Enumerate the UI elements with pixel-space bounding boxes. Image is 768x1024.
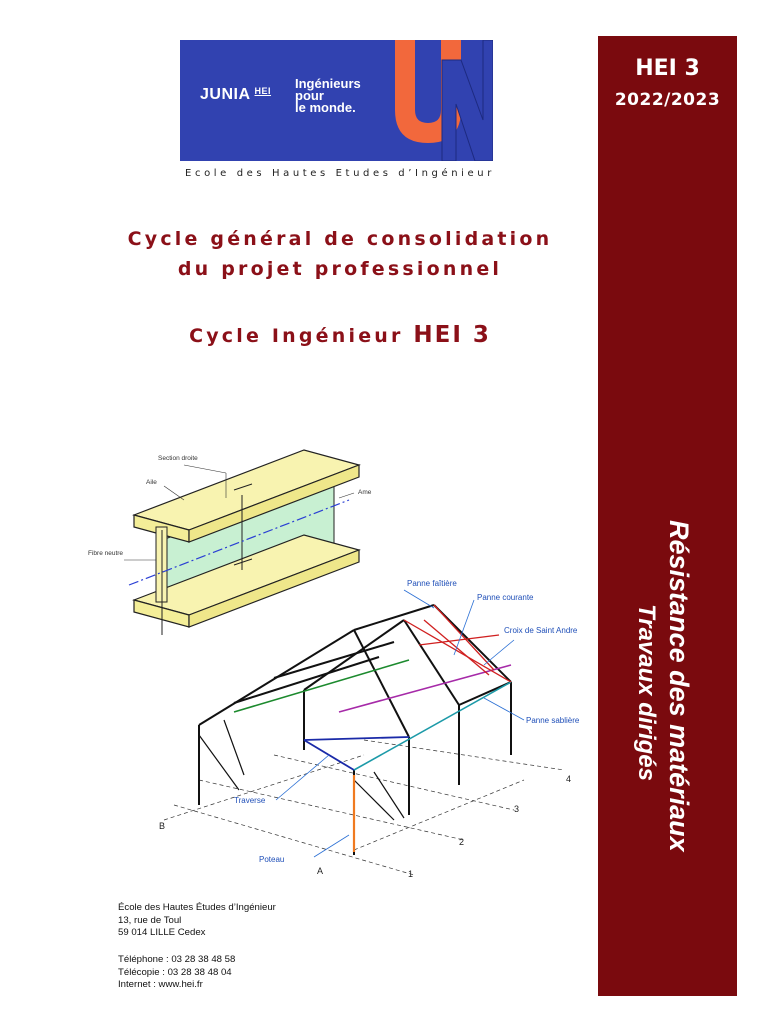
label-ame: Ame	[358, 489, 372, 496]
label-axis-1: 1	[408, 869, 414, 879]
label-traverse: Traverse	[234, 796, 266, 805]
cycle-title-line2: du projet professionnel	[177, 258, 503, 280]
label-axis-a: A	[317, 866, 324, 876]
cycle-engineer-title: Cycle Ingénieur HEI 3	[189, 322, 491, 348]
structural-illustration	[74, 420, 594, 895]
label-panne-sabliere: Panne sablière	[526, 716, 580, 725]
junia-logo	[180, 40, 493, 161]
label-croix-saint-andre: Croix de Saint Andre	[504, 626, 578, 635]
label-poteau: Poteau	[259, 855, 285, 864]
i-beam-drawing	[88, 450, 372, 635]
school-name: Ecole des Hautes Etudes d’Ingénieur	[185, 168, 495, 179]
school-address: École des Hautes Études d’Ingénieur 13, rue de Toul 59 014 LILLE Cedex	[118, 902, 276, 938]
label-axis-b: B	[159, 821, 166, 831]
fax-number: Télécopie : 03 28 38 48 04	[118, 966, 232, 978]
label-axis-4: 4	[566, 774, 572, 784]
label-panne-courante: Panne courante	[477, 593, 534, 602]
label-fibre-neutre: Fibre neutre	[88, 550, 124, 557]
logo-tagline: Ingénieurs pour le monde.	[295, 76, 361, 115]
label-panne-faitiere: Panne faîtière	[407, 579, 457, 588]
school-contact	[118, 954, 235, 992]
band-year: 2022/2023	[614, 90, 721, 110]
label-axis-2: 2	[459, 837, 465, 847]
frame-labels	[159, 579, 580, 879]
website-link[interactable]: Internet : www.hei.fr	[118, 979, 203, 990]
label-axis-3: 3	[514, 804, 520, 814]
phone-number: Téléphone : 03 28 38 48 58	[118, 954, 236, 965]
subject-title: Résistance des matériaux	[664, 520, 694, 852]
side-band	[598, 36, 737, 996]
label-aile: Aile	[146, 479, 157, 486]
document-type: Travaux dirigés	[633, 604, 660, 781]
label-section-droite: Section droite	[158, 455, 198, 462]
junia-wordmark: JUNIA $^{HEI}$	[200, 86, 272, 103]
cycle-title-line1: Cycle général de consolidation	[127, 228, 553, 250]
band-level: HEI 3	[635, 56, 700, 81]
